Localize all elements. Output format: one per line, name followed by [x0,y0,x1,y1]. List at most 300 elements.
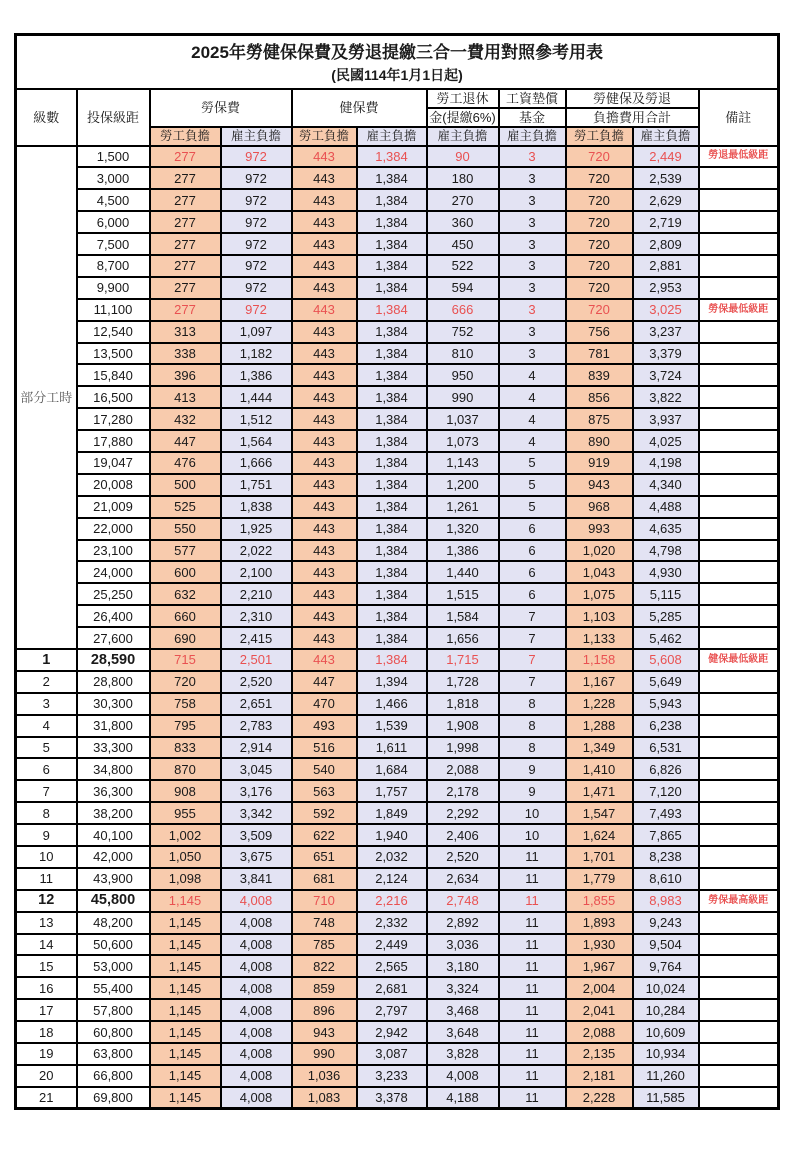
fee-cell: 2,520 [221,671,292,693]
insured-bracket-cell: 31,800 [77,715,150,737]
fee-cell: 277 [150,189,221,211]
col-header-level: 級數 [16,89,77,146]
fee-cell: 443 [292,255,357,277]
fee-cell: 890 [566,430,633,452]
table-row [16,671,779,693]
title-row [16,35,779,89]
level-cell: 16 [16,977,77,999]
fee-cell: 1,666 [221,452,292,474]
fee-cell: 1,384 [357,386,427,408]
fee-cell: 1,751 [221,474,292,496]
insured-bracket-cell: 26,400 [77,605,150,627]
fee-cell: 2,406 [427,824,499,846]
fee-cell: 943 [292,1021,357,1043]
page-title: 2025年勞健保保費及勞退提繳三合一費用對照參考用表 [191,43,603,63]
fee-cell: 1,384 [357,627,427,649]
fee-cell: 277 [150,299,221,321]
insured-bracket-cell: 60,800 [77,1021,150,1043]
note-cell: 勞保最低級距 [699,299,779,321]
fee-cell: 990 [427,386,499,408]
fee-cell: 11,585 [633,1087,699,1109]
fee-cell: 2,719 [633,211,699,233]
fee-cell: 443 [292,583,357,605]
insured-bracket-cell: 27,600 [77,627,150,649]
insured-bracket-cell: 55,400 [77,977,150,999]
fee-cell: 516 [292,737,357,759]
fee-cell: 660 [150,605,221,627]
note-cell [699,255,779,277]
fee-cell: 1,444 [221,386,292,408]
fee-cell: 856 [566,386,633,408]
level-cell: 11 [16,868,77,890]
table-row [16,780,779,802]
note-cell [699,211,779,233]
level-cell: 17 [16,999,77,1021]
fee-cell: 413 [150,386,221,408]
premium-comparison-table [14,33,780,1110]
fee-cell: 1,158 [566,649,633,671]
page-subtitle: (民國114年1月1日起) [331,66,463,83]
fee-cell: 1,103 [566,605,633,627]
fee-cell: 1,020 [566,540,633,562]
fee-cell: 896 [292,999,357,1021]
insured-bracket-cell: 16,500 [77,386,150,408]
subheader-health-employee: 勞工負擔 [292,127,357,146]
fee-cell: 1,384 [357,321,427,343]
fee-cell: 2,022 [221,540,292,562]
fee-cell: 2,415 [221,627,292,649]
insured-bracket-cell: 12,540 [77,321,150,343]
fee-cell: 756 [566,321,633,343]
fee-cell: 443 [292,364,357,386]
fee-cell: 1,143 [427,452,499,474]
fee-cell: 972 [221,233,292,255]
table-row [16,540,779,562]
insured-bracket-cell: 8,700 [77,255,150,277]
fee-cell: 525 [150,496,221,518]
fee-cell: 3,675 [221,846,292,868]
fee-cell: 1,515 [427,583,499,605]
fee-cell: 720 [566,211,633,233]
fee-cell: 972 [221,189,292,211]
fee-cell: 666 [427,299,499,321]
table-row [16,364,779,386]
fee-cell: 11 [499,1065,566,1087]
fee-cell: 3,379 [633,343,699,365]
level-cell: 5 [16,737,77,759]
fee-cell: 3,087 [357,1043,427,1065]
table-row [16,474,779,496]
note-cell [699,540,779,562]
fee-cell: 1,349 [566,737,633,759]
fee-cell: 2,449 [633,146,699,168]
insured-bracket-cell: 42,000 [77,846,150,868]
fee-cell: 6,238 [633,715,699,737]
fee-cell: 3,324 [427,977,499,999]
fee-cell: 360 [427,211,499,233]
fee-cell: 720 [566,167,633,189]
note-cell [699,518,779,540]
fee-cell: 1,384 [357,452,427,474]
fee-cell: 338 [150,343,221,365]
table-row [16,189,779,211]
fee-cell: 5,115 [633,583,699,605]
fee-cell: 1,228 [566,693,633,715]
fee-cell: 1,940 [357,824,427,846]
fee-cell: 443 [292,299,357,321]
fee-cell: 1,757 [357,780,427,802]
note-cell: 勞退最低級距 [699,146,779,168]
fee-cell: 443 [292,474,357,496]
note-cell [699,386,779,408]
insured-bracket-cell: 33,300 [77,737,150,759]
fee-cell: 3,468 [427,999,499,1021]
fee-cell: 7 [499,649,566,671]
note-cell [699,846,779,868]
insured-bracket-cell: 11,100 [77,299,150,321]
table-row [16,758,779,780]
fee-cell: 6 [499,540,566,562]
fee-cell: 1,384 [357,561,427,583]
note-cell [699,167,779,189]
fee-cell: 6 [499,561,566,583]
fee-cell: 1,083 [292,1087,357,1109]
table-row [16,167,779,189]
fee-cell: 1,967 [566,955,633,977]
level-cell: 7 [16,780,77,802]
fee-cell: 1,893 [566,912,633,934]
table-row [16,737,779,759]
fee-cell: 11 [499,846,566,868]
fee-cell: 8,610 [633,868,699,890]
fee-cell: 5 [499,496,566,518]
table-row [16,386,779,408]
fee-cell: 2,651 [221,693,292,715]
table-row [16,1021,779,1043]
fee-cell: 919 [566,452,633,474]
fee-cell: 4,008 [221,1021,292,1043]
fee-cell: 752 [427,321,499,343]
fee-cell: 720 [150,671,221,693]
table-row [16,715,779,737]
fee-cell: 1,624 [566,824,633,846]
fee-cell: 972 [221,211,292,233]
fee-cell: 2,310 [221,605,292,627]
fee-cell: 1,539 [357,715,427,737]
fee-cell: 90 [427,146,499,168]
page [0,33,791,1153]
table-row [16,627,779,649]
fee-cell: 2,004 [566,977,633,999]
table-row [16,277,779,299]
table-row [16,999,779,1021]
fee-cell: 277 [150,277,221,299]
fee-cell: 4,025 [633,430,699,452]
fee-cell: 3,025 [633,299,699,321]
fee-cell: 748 [292,912,357,934]
level-cell: 14 [16,934,77,956]
table-row [16,583,779,605]
fee-cell: 1,384 [357,146,427,168]
fee-cell: 1,075 [566,583,633,605]
fee-cell: 3,724 [633,364,699,386]
fee-cell: 972 [221,255,292,277]
fee-cell: 4,488 [633,496,699,518]
table-row [16,299,779,321]
fee-cell: 2,501 [221,649,292,671]
fee-cell: 2,088 [427,758,499,780]
fee-cell: 2,539 [633,167,699,189]
fee-cell: 4,635 [633,518,699,540]
note-cell: 健保最低級距 [699,649,779,671]
fee-cell: 758 [150,693,221,715]
insured-bracket-cell: 63,800 [77,1043,150,1065]
table-row [16,452,779,474]
fee-cell: 6,826 [633,758,699,780]
fee-cell: 4,008 [221,1043,292,1065]
fee-cell: 990 [292,1043,357,1065]
fee-cell: 3,176 [221,780,292,802]
fee-cell: 11 [499,890,566,912]
fee-cell: 1,466 [357,693,427,715]
fee-cell: 277 [150,233,221,255]
fee-cell: 1,261 [427,496,499,518]
fee-cell: 10,284 [633,999,699,1021]
insured-bracket-cell: 30,300 [77,693,150,715]
fee-cell: 8 [499,737,566,759]
fee-cell: 2,178 [427,780,499,802]
note-cell [699,780,779,802]
fee-cell: 972 [221,146,292,168]
part-time-label: 部分工時 [16,146,77,649]
fee-cell: 781 [566,343,633,365]
fee-cell: 1,384 [357,211,427,233]
fee-cell: 1,145 [150,1021,221,1043]
fee-cell: 1,002 [150,824,221,846]
insured-bracket-cell: 23,100 [77,540,150,562]
col-header-pension-line2: 金(提繳6%) [427,108,499,127]
fee-cell: 2,797 [357,999,427,1021]
fee-cell: 1,564 [221,430,292,452]
fee-cell: 720 [566,233,633,255]
fee-cell: 7,493 [633,802,699,824]
fee-cell: 11 [499,1043,566,1065]
fee-cell: 870 [150,758,221,780]
insured-bracket-cell: 13,500 [77,343,150,365]
fee-cell: 2,032 [357,846,427,868]
fee-cell: 180 [427,167,499,189]
fee-cell: 594 [427,277,499,299]
insured-bracket-cell: 1,500 [77,146,150,168]
fee-cell: 443 [292,233,357,255]
fee-cell: 1,200 [427,474,499,496]
insured-bracket-cell: 43,900 [77,868,150,890]
fee-cell: 1,384 [357,277,427,299]
fee-cell: 1,384 [357,343,427,365]
fee-cell: 396 [150,364,221,386]
fee-cell: 550 [150,518,221,540]
fee-cell: 972 [221,299,292,321]
note-cell [699,1043,779,1065]
fee-cell: 450 [427,233,499,255]
fee-cell: 720 [566,299,633,321]
col-header-total-line2: 負擔費用合計 [566,108,699,127]
fee-cell: 1,145 [150,1043,221,1065]
note-cell [699,693,779,715]
insured-bracket-cell: 20,008 [77,474,150,496]
fee-cell: 859 [292,977,357,999]
fee-cell: 1,050 [150,846,221,868]
fee-cell: 443 [292,649,357,671]
fee-cell: 9,243 [633,912,699,934]
fee-cell: 443 [292,430,357,452]
fee-cell: 720 [566,277,633,299]
insured-bracket-cell: 17,280 [77,408,150,430]
fee-cell: 2,041 [566,999,633,1021]
fee-cell: 4,008 [221,912,292,934]
fee-cell: 690 [150,627,221,649]
fee-cell: 4,008 [221,1065,292,1087]
fee-cell: 1,386 [221,364,292,386]
fee-cell: 1,512 [221,408,292,430]
col-header-base: 投保級距 [77,89,150,146]
fee-cell: 9 [499,780,566,802]
fee-cell: 2,681 [357,977,427,999]
fee-cell: 1,684 [357,758,427,780]
col-header-wage-fund-line2: 基金 [499,108,566,127]
table-row [16,868,779,890]
fee-cell: 443 [292,452,357,474]
fee-cell: 577 [150,540,221,562]
note-cell [699,364,779,386]
fee-cell: 7 [499,671,566,693]
level-cell: 3 [16,693,77,715]
fee-cell: 493 [292,715,357,737]
fee-cell: 1,384 [357,518,427,540]
note-cell [699,737,779,759]
fee-cell: 447 [292,671,357,693]
fee-cell: 500 [150,474,221,496]
fee-cell: 3,822 [633,386,699,408]
table-row [16,496,779,518]
fee-cell: 5,462 [633,627,699,649]
note-cell [699,758,779,780]
fee-cell: 1,145 [150,977,221,999]
note-cell [699,934,779,956]
table-row [16,430,779,452]
note-cell [699,977,779,999]
fee-cell: 443 [292,343,357,365]
subheader-labor-employer: 雇主負擔 [221,127,292,146]
col-header-health-insurance: 健保費 [292,89,427,127]
insured-bracket-cell: 21,009 [77,496,150,518]
fee-cell: 651 [292,846,357,868]
fee-cell: 5,943 [633,693,699,715]
note-cell [699,189,779,211]
fee-cell: 3,237 [633,321,699,343]
insured-bracket-cell: 15,840 [77,364,150,386]
fee-cell: 2,228 [566,1087,633,1109]
fee-cell: 875 [566,408,633,430]
fee-cell: 2,449 [357,934,427,956]
table-row [16,1065,779,1087]
fee-cell: 1,394 [357,671,427,693]
table-row [16,321,779,343]
fee-cell: 972 [221,167,292,189]
note-cell [699,496,779,518]
fee-cell: 3,937 [633,408,699,430]
table-row [16,912,779,934]
subheader-health-employer: 雇主負擔 [357,127,427,146]
fee-cell: 1,384 [357,649,427,671]
fee-cell: 1,145 [150,1087,221,1109]
fee-cell: 1,384 [357,167,427,189]
fee-cell: 3,233 [357,1065,427,1087]
fee-cell: 3,648 [427,1021,499,1043]
table-body [16,146,779,1109]
fee-cell: 833 [150,737,221,759]
fee-cell: 2,953 [633,277,699,299]
fee-cell: 2,748 [427,890,499,912]
fee-cell: 1,384 [357,496,427,518]
fee-cell: 443 [292,277,357,299]
note-cell [699,321,779,343]
fee-cell: 1,097 [221,321,292,343]
note-cell [699,430,779,452]
fee-cell: 1,288 [566,715,633,737]
fee-cell: 522 [427,255,499,277]
table-row [16,561,779,583]
col-header-note: 備註 [699,89,779,146]
fee-cell: 1,384 [357,540,427,562]
fee-cell: 443 [292,167,357,189]
level-cell: 21 [16,1087,77,1109]
fee-cell: 8,238 [633,846,699,868]
note-cell [699,627,779,649]
fee-cell: 270 [427,189,499,211]
fee-cell: 7 [499,605,566,627]
fee-cell: 3 [499,167,566,189]
insured-bracket-cell: 69,800 [77,1087,150,1109]
fee-cell: 1,908 [427,715,499,737]
fee-cell: 1,998 [427,737,499,759]
fee-cell: 1,145 [150,955,221,977]
fee-cell: 11 [499,999,566,1021]
fee-cell: 1,715 [427,649,499,671]
fee-cell: 2,914 [221,737,292,759]
fee-cell: 943 [566,474,633,496]
fee-cell: 720 [566,146,633,168]
fee-cell: 11 [499,955,566,977]
table-row [16,955,779,977]
fee-cell: 1,145 [150,999,221,1021]
insured-bracket-cell: 9,900 [77,277,150,299]
fee-cell: 968 [566,496,633,518]
table-row [16,1087,779,1109]
fee-cell: 3,828 [427,1043,499,1065]
note-cell [699,1021,779,1043]
fee-cell: 277 [150,167,221,189]
fee-cell: 8 [499,693,566,715]
fee-cell: 1,043 [566,561,633,583]
insured-bracket-cell: 25,250 [77,583,150,605]
fee-cell: 443 [292,605,357,627]
fee-cell: 993 [566,518,633,540]
fee-cell: 1,098 [150,868,221,890]
fee-cell: 443 [292,146,357,168]
fee-cell: 1,849 [357,802,427,824]
fee-cell: 3 [499,211,566,233]
